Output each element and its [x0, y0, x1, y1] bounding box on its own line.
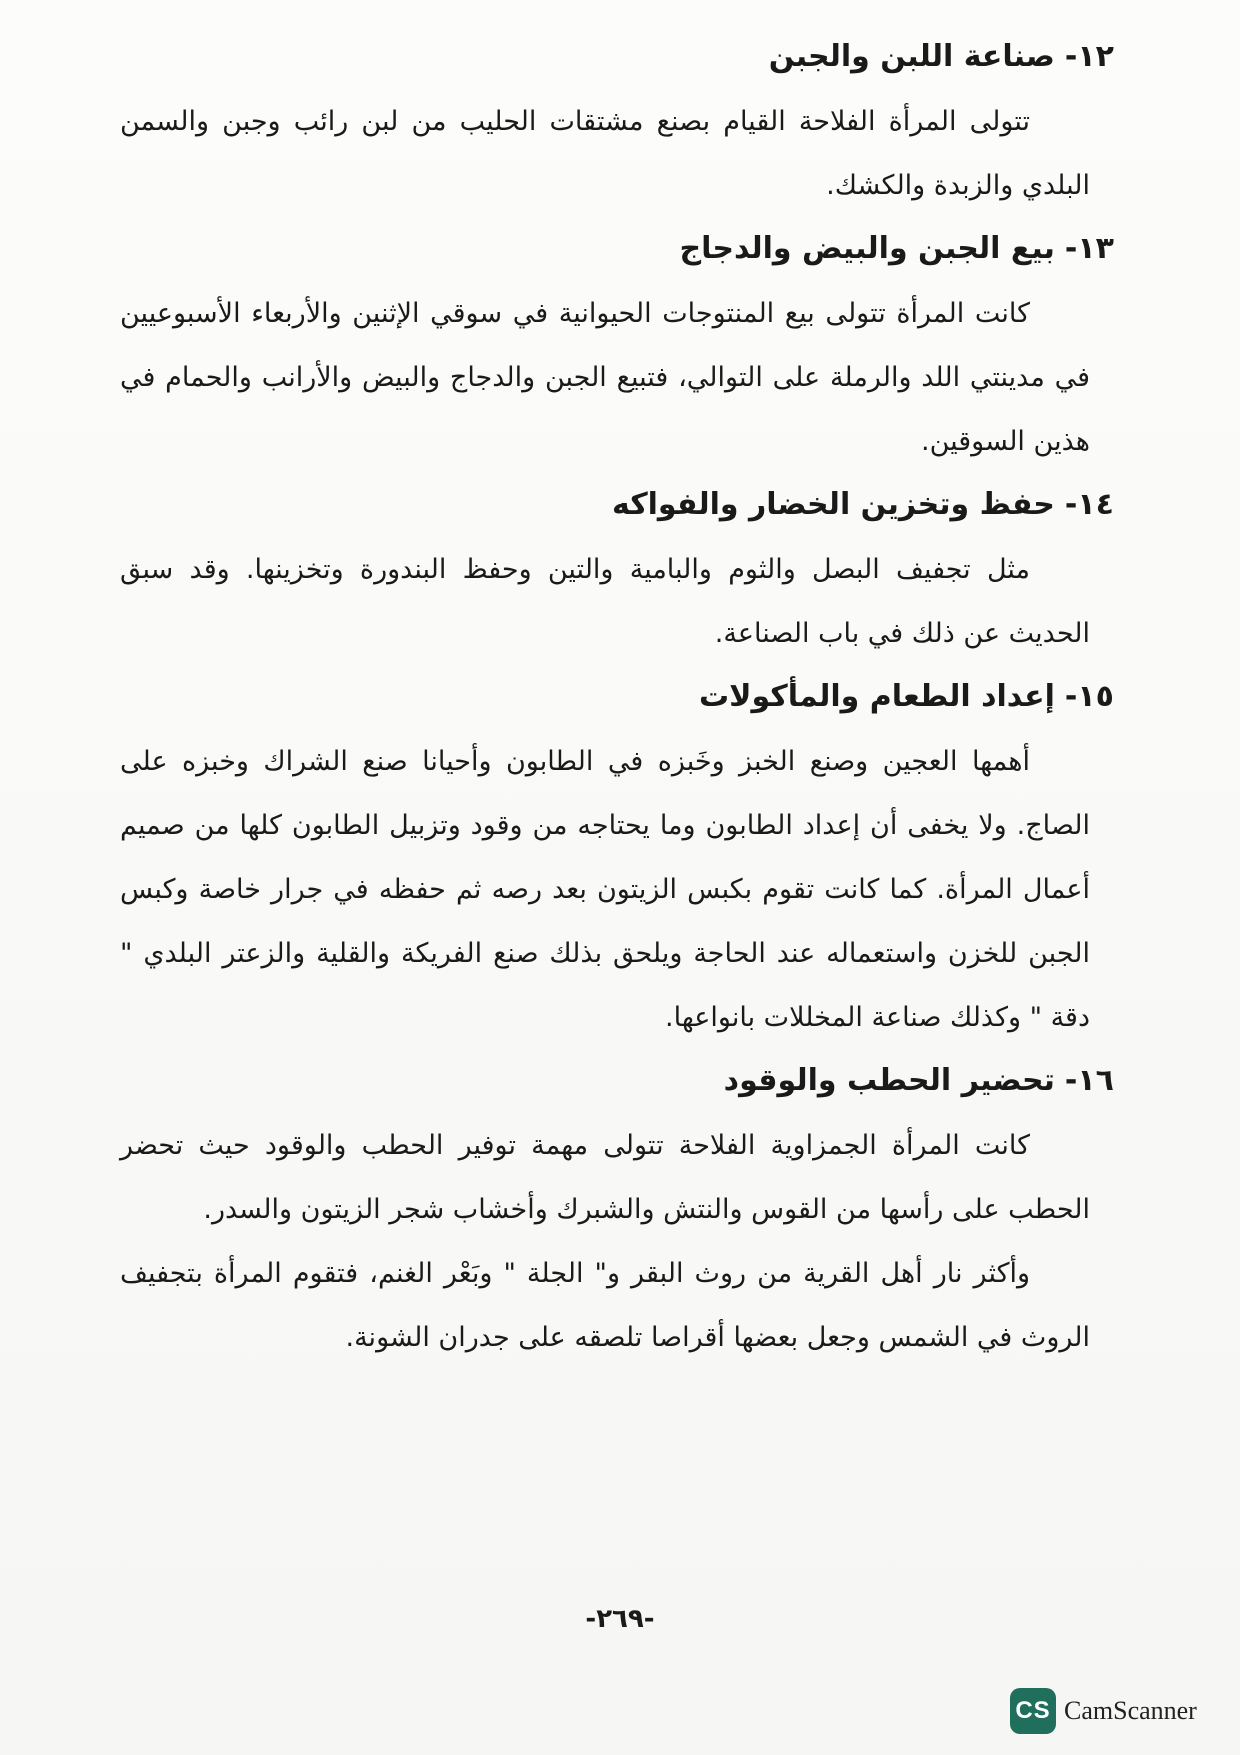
section-paragraph: كانت المرأة تتولى بيع المنتوجات الحيوانية في سوقي الإثنين والأربعاء الأسبوعيين في مدينتي اللد والرملة على التوالي، فتبيع الجبن والدجاج والبيض والأرانب والحمام في هذين السوقين. — [120, 298, 1090, 457]
section-paragraph: أهمها العجين وصنع الخبز وخَبزه في الطابون وأحيانا صنع الشراك وخبزه على الصاج. ولا يخفى أن إعداد الطابون وما يحتاجه من وقود وتزبيل الطابون كلها من صميم أعمال المرأة. كما كانت تقوم بكبس الزيتون بعد رصه ثم حفظه في جرار خاصة وكبس الجبن للخزن واستعماله عند الحاجة ويلحق بذلك صنع الفريكة والقلية والزعتر البلدي " دقة " وكذلك صناعة المخللات بانواعها. — [120, 746, 1090, 1033]
section-heading — [120, 482, 1114, 528]
section-13 — [120, 226, 1120, 482]
section-heading — [120, 34, 1114, 80]
section-heading — [120, 674, 1114, 720]
section-paragraph: وأكثر نار أهل القرية من روث البقر و" الجلة " وبَعْر الغنم، فتقوم المرأة بتجفيف الروث في الشمس وجعل بعضها أقراصا تلصقه على جدران الشونة. — [120, 1258, 1090, 1353]
section-number: ١٤- — [1064, 487, 1114, 522]
section-14 — [120, 482, 1120, 674]
section-title: بيع الجبن والبيض والدجاج — [679, 231, 1055, 266]
section-paragraph: تتولى المرأة الفلاحة القيام بصنع مشتقات الحليب من لبن رائب وجبن والسمن البلدي والزبدة والكشك. — [120, 106, 1090, 201]
section-title: حفظ وتخزين الخضار والفواكه — [612, 487, 1055, 522]
section-heading — [120, 226, 1114, 272]
section-number: ١٦- — [1064, 1063, 1114, 1098]
section-paragraph: مثل تجفيف البصل والثوم والبامية والتين وحفظ البندورة وتخزينها. وقد سبق الحديث عن ذلك في باب الصناعة. — [120, 554, 1090, 649]
section-16 — [120, 1058, 1120, 1370]
section-number: ١٥- — [1064, 679, 1114, 714]
page-content — [120, 34, 1120, 1370]
camscanner-label: CamScanner — [1064, 1696, 1197, 1725]
section-12 — [120, 34, 1120, 226]
section-heading — [120, 1058, 1114, 1104]
camscanner-logo-icon: CS — [1010, 1688, 1056, 1734]
section-paragraph: كانت المرأة الجمزاوية الفلاحة تتولى مهمة توفير الحطب والوقود حيث تحضر الحطب على رأسها من القوس والنتش والشبرك وأخشاب شجر الزيتون والسدر. — [120, 1130, 1090, 1225]
page-number: -٢٦٩- — [585, 1604, 655, 1634]
section-title: صناعة اللبن والجبن — [768, 39, 1055, 74]
section-15 — [120, 674, 1120, 1058]
section-number: ١٣- — [1064, 231, 1114, 266]
section-title: تحضير الحطب والوقود — [723, 1063, 1055, 1098]
camscanner-watermark — [1010, 1688, 1197, 1734]
section-number: ١٢- — [1064, 39, 1114, 74]
section-title: إعداد الطعام والمأكولات — [698, 679, 1055, 714]
